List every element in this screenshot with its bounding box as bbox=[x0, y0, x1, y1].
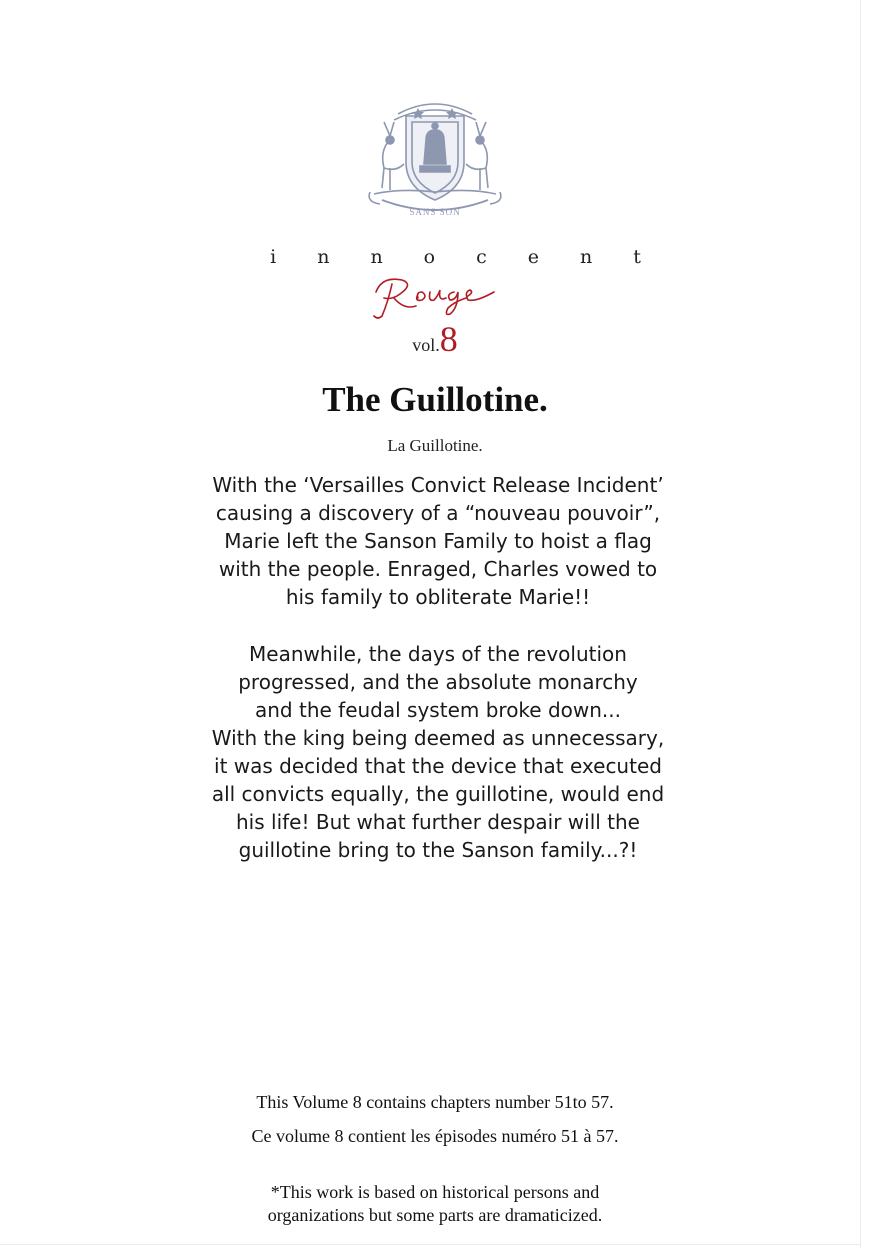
synopsis-line: with the people. Enraged, Charles vowed to bbox=[218, 557, 658, 581]
volume-label bbox=[0, 318, 870, 360]
series-name: innocent bbox=[270, 246, 682, 268]
rouge-script-logo bbox=[370, 272, 500, 322]
synopsis-line: his family to obliterate Marie!! bbox=[285, 585, 591, 609]
synopsis-line: Marie left the Sanson Family to hoist a flag bbox=[224, 529, 652, 553]
chapters-note-french: Ce volume 8 contient les épisodes numéro 51 à 57. bbox=[251, 1126, 619, 1146]
synopsis-paragraph-2 bbox=[200, 640, 676, 864]
synopsis-line: all convicts equally, the guillotine, would end bbox=[211, 782, 665, 806]
synopsis-line: and the feudal system broke down... bbox=[255, 698, 621, 722]
page-right-edge bbox=[860, 0, 861, 1248]
page-bottom-edge bbox=[0, 1244, 861, 1245]
disclaimer-line: *This work is based on historical persons and bbox=[270, 1182, 600, 1202]
synopsis-line: With the king being deemed as unnecessary, bbox=[211, 726, 665, 750]
sanson-crest-emblem bbox=[360, 92, 510, 227]
historical-disclaimer bbox=[0, 1181, 870, 1227]
disclaimer-line: organizations but some parts are dramaticized. bbox=[267, 1205, 603, 1225]
synopsis-line: guillotine bring to the Sanson family...?! bbox=[238, 838, 638, 862]
volume-title: The Guillotine. bbox=[322, 380, 548, 419]
synopsis-line: his life! But what further despair will the bbox=[236, 810, 640, 834]
synopsis-line: With the ‘Versailles Convict Release Incident’ bbox=[212, 473, 664, 497]
synopsis-line: progressed, and the absolute monarchy bbox=[238, 670, 638, 694]
synopsis-paragraph-1 bbox=[200, 471, 676, 611]
volume-number: 8 bbox=[439, 319, 458, 359]
volume-subtitle-french: La Guillotine. bbox=[387, 436, 483, 455]
chapters-note-english: This Volume 8 contains chapters number 51to 57. bbox=[256, 1092, 614, 1112]
synopsis-line: it was decided that the device that executed bbox=[214, 754, 662, 778]
synopsis-line: causing a discovery of a “nouveau pouvoir”, bbox=[215, 501, 661, 525]
volume-prefix: vol. bbox=[412, 335, 440, 355]
synopsis-line: Meanwhile, the days of the revolution bbox=[249, 642, 627, 666]
crest-motto: SANS SON bbox=[409, 207, 461, 217]
